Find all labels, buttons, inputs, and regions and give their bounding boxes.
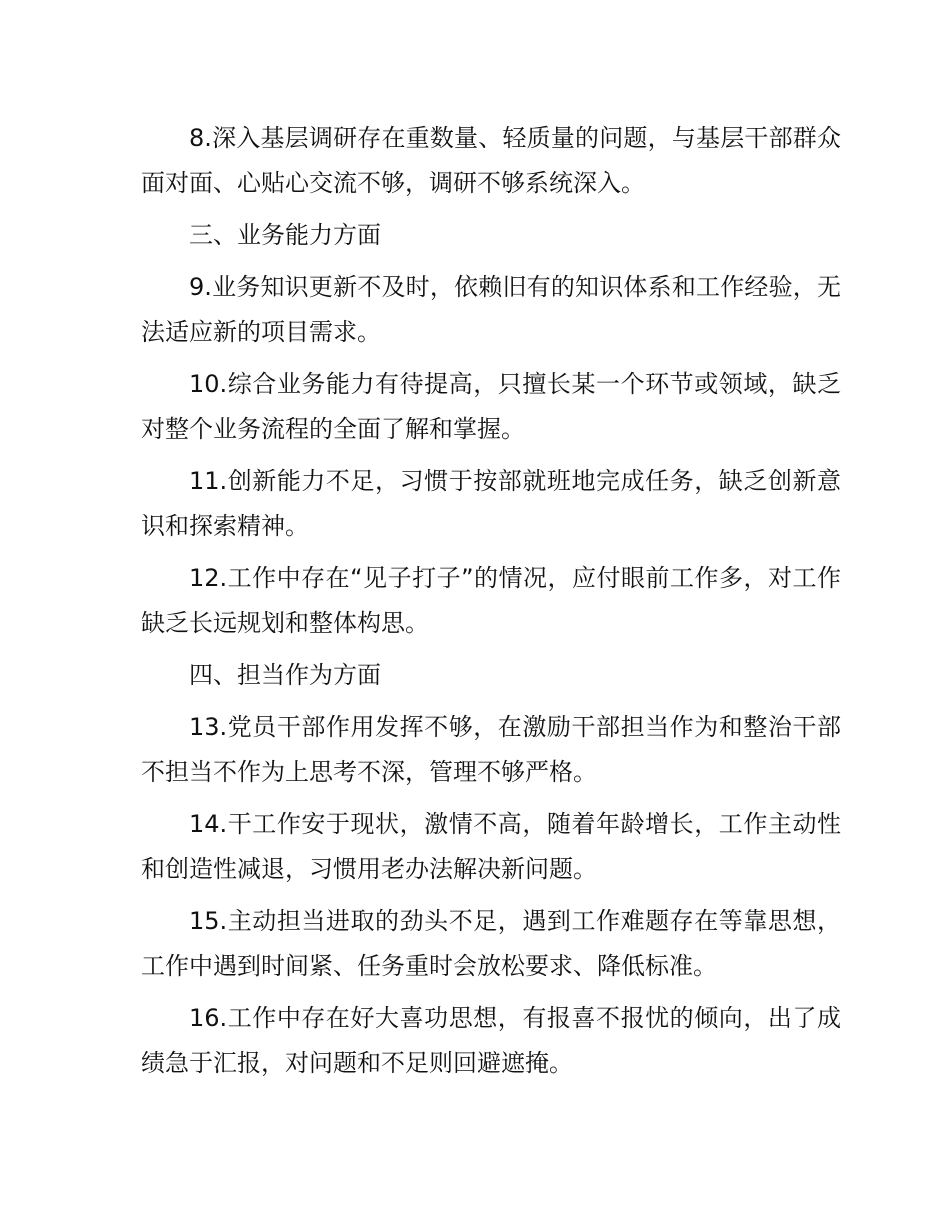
paragraph-item-9: 9.业务知识更新不及时，依赖旧有的知识体系和工作经验，无法适应新的项目需求。: [141, 273, 841, 346]
paragraph-item-16: 16.工作中存在好大喜功思想，有报喜不报忧的倾向，出了成绩急于汇报，对问题和不足则回避遮掩。: [141, 1004, 841, 1077]
section-heading-3: 三、业务能力方面: [189, 221, 381, 249]
paragraph-item-14: 14.干工作安于现状，激情不高，随着年龄增长，工作主动性和创造性减退，习惯用老办法解决新问题。: [141, 810, 841, 883]
paragraph-item-12: 12.工作中存在“见子打子”的情况，应付眼前工作多，对工作缺乏长远规划和整体构思。: [141, 564, 841, 637]
paragraph-item-13: 13.党员干部作用发挥不够，在激励干部担当作为和整治干部不担当不作为上思考不深，管理不够严格。: [141, 713, 841, 786]
paragraph-item-10: 10.综合业务能力有待提高，只擅长某一个环节或领域，缺乏对整个业务流程的全面了解和掌握。: [141, 370, 841, 443]
paragraph-item-11: 11.创新能力不足，习惯于按部就班地完成任务，缺乏创新意识和探索精神。: [141, 467, 841, 540]
paragraph-item-8: 8.深入基层调研存在重数量、轻质量的问题，与基层干部群众面对面、心贴心交流不够，调研不够系统深入。: [141, 124, 841, 197]
section-heading-4: 四、担当作为方面: [189, 661, 381, 689]
document-body: [141, 116, 841, 1093]
paragraph-item-15: 15.主动担当进取的劲头不足，遇到工作难题存在等靠思想，工作中遇到时间紧、任务重时会放松要求、降低标准。: [141, 907, 841, 980]
